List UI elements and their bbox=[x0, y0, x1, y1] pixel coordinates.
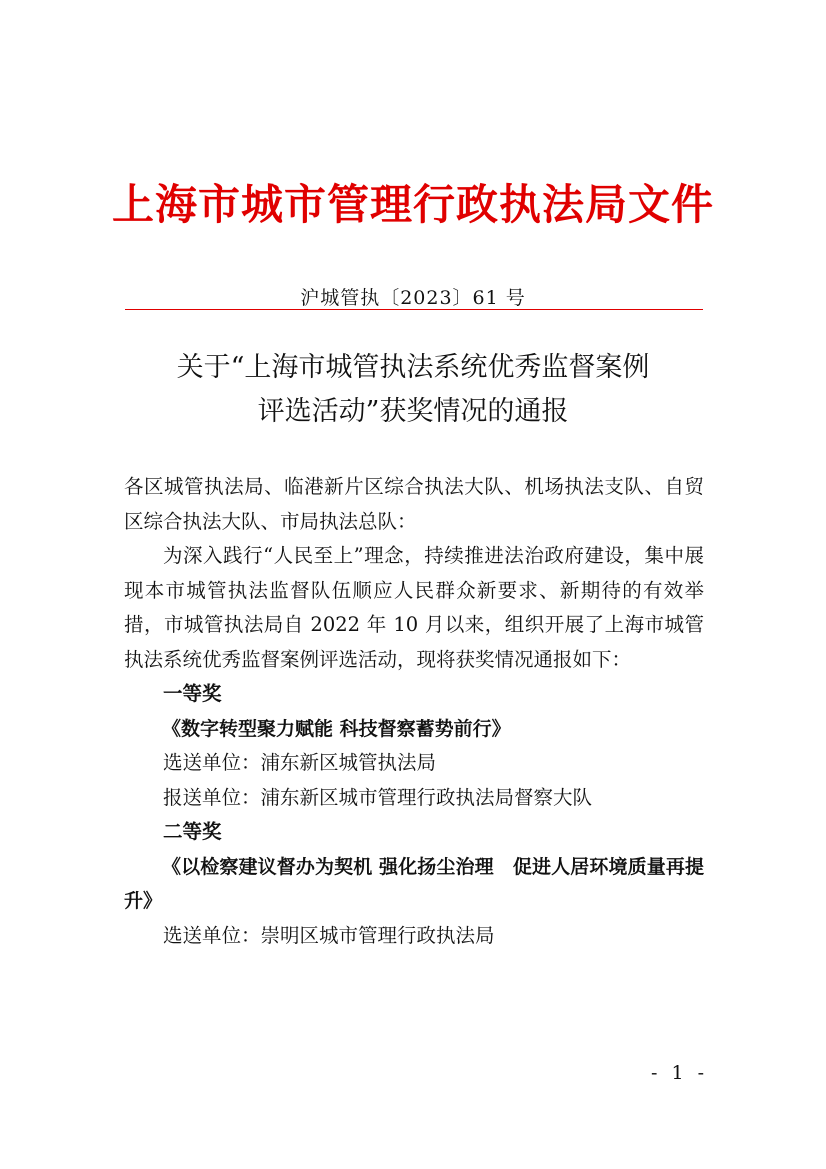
document-body bbox=[124, 470, 704, 953]
salutation: 各区城管执法局、临港新片区综合执法大队、机场执法支队、自贸区综合执法大队、市局执法总队： bbox=[124, 475, 704, 533]
first-prize-case-title: 《数字转型聚力赋能 科技督察蓄势前行》 bbox=[162, 717, 511, 740]
document-header-title: 上海市城市管理行政执法局文件 bbox=[111, 180, 714, 229]
second-prize-submitting-unit: 选送单位：崇明区城市管理行政执法局 bbox=[163, 923, 495, 947]
red-separator-line bbox=[125, 309, 703, 310]
intro-paragraph: 为深入践行“人民至上”理念，持续推进法治政府建设，集中展现本市城管执法监督队伍顺应人民群众新要求、新期待的有效举措，市城管执法局自 2022 年 10 月以来，组织开展了上海市城管执法系统优秀监督案例评选活动，现将获奖情况通报如下： bbox=[124, 544, 704, 671]
second-prize-case-title: 《以检察建议督办为契机 强化扬尘治理 促进人居环境质量再提升》 bbox=[124, 855, 704, 912]
page-number: - 1 - bbox=[650, 1062, 708, 1084]
notice-title-line-1: 关于“上海市城管执法系统优秀监督案例 bbox=[176, 352, 650, 383]
notice-title-line-2: 评选活动”获奖情况的通报 bbox=[257, 396, 569, 427]
first-prize-submitting-unit: 选送单位：浦东新区城管执法局 bbox=[163, 751, 437, 774]
first-prize-reporting-unit: 报送单位：浦东新区城市管理行政执法局督察大队 bbox=[163, 785, 593, 809]
notice-title bbox=[100, 346, 726, 434]
second-prize-heading: 二等奖 bbox=[163, 820, 222, 843]
first-prize-heading: 一等奖 bbox=[163, 682, 222, 705]
document-number: 沪城管执〔2023〕61 号 bbox=[300, 287, 526, 309]
